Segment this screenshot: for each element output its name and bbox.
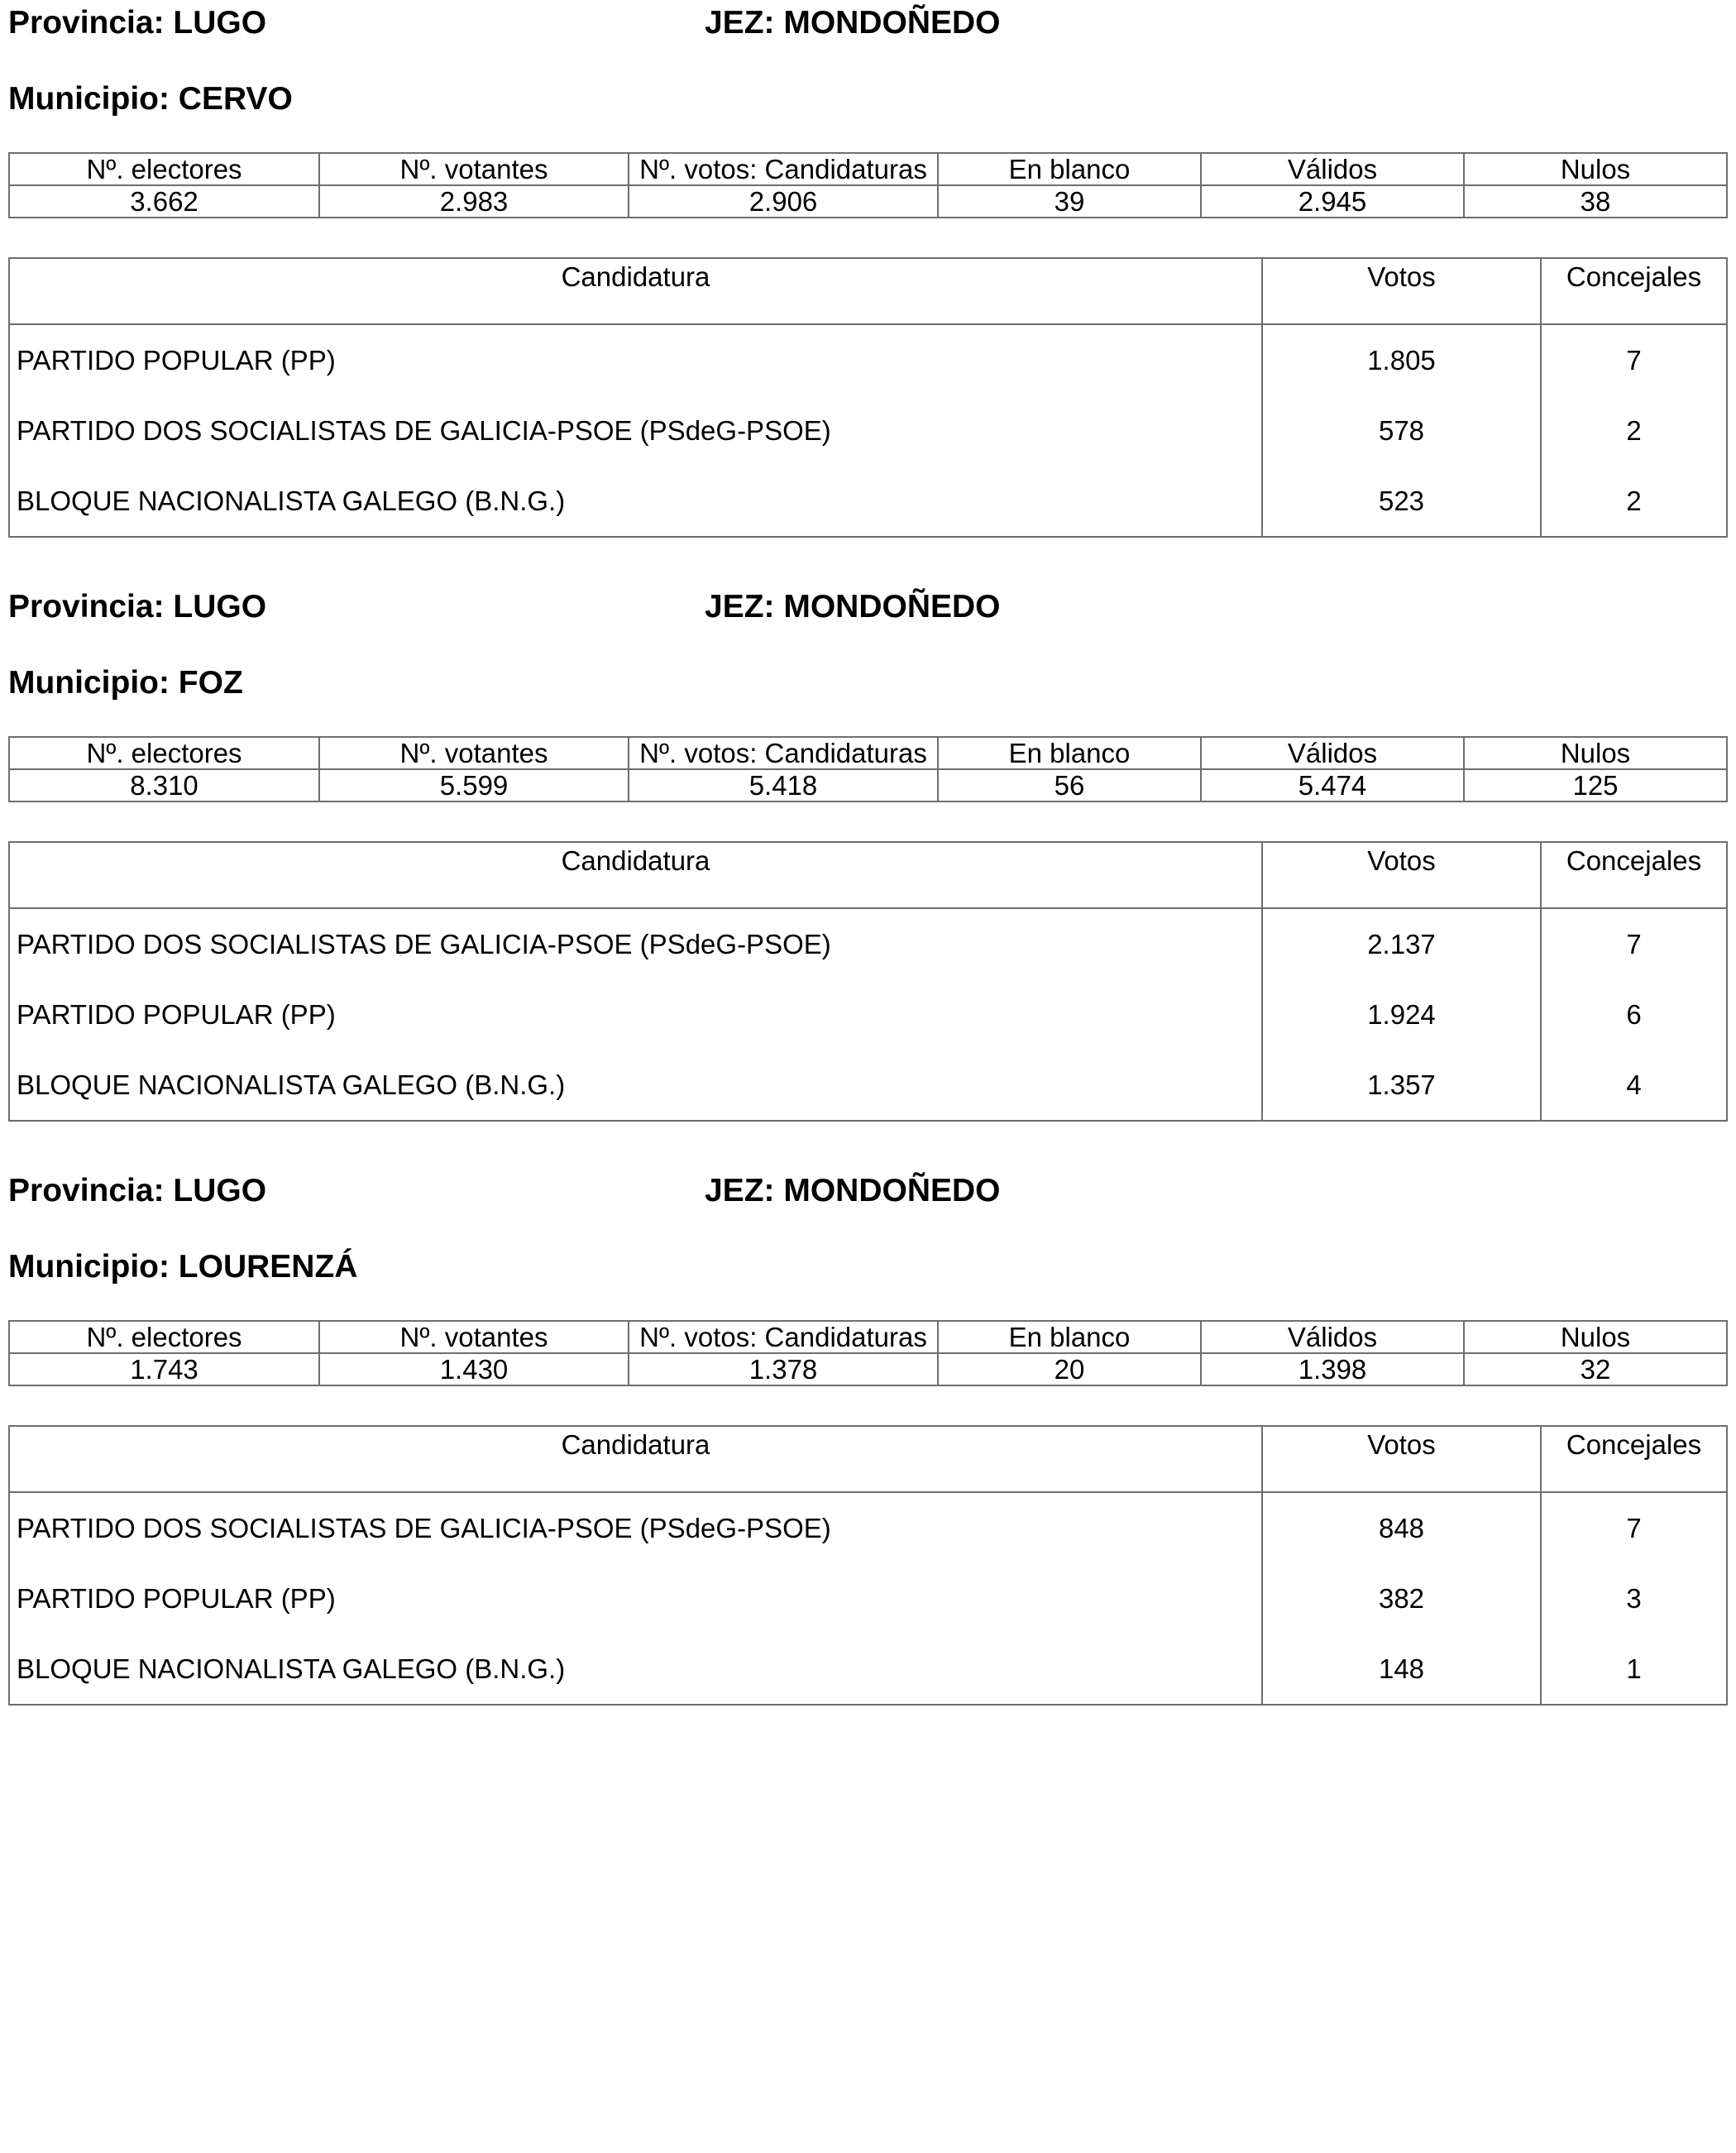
stats-value-cell: 8.310 [9,769,319,801]
candidate-votes: 1.357 [1262,1050,1541,1121]
candidate-name: PARTIDO POPULAR (PP) [9,979,1262,1050]
stats-header-cell: En blanco [938,1321,1201,1353]
candidate-row [9,466,1727,537]
stats-header-row [9,153,1727,185]
candidates-table [8,1425,1728,1706]
stats-value-cell: 39 [938,185,1201,218]
candidate-name: BLOQUE NACIONALISTA GALEGO (B.N.G.) [9,466,1262,537]
candidates-table [8,841,1728,1122]
section-header [8,584,1726,634]
candidate-votes: 578 [1262,395,1541,466]
jez-label: JEZ: MONDOÑEDO [705,5,1001,41]
municipio-label: Municipio: FOZ [8,665,243,701]
stats-header-cell: Nº. electores [9,153,319,185]
candidate-name: PARTIDO DOS SOCIALISTAS DE GALICIA-PSOE (PSdeG-PSOE) [9,1492,1262,1563]
candidate-row [9,1634,1727,1705]
stats-header-cell: En blanco [938,737,1201,769]
candidate-votes: 523 [1262,466,1541,537]
stats-header-cell: Nº. votos: Candidaturas [629,153,938,185]
concejales-header: Concejales [1541,842,1727,908]
candidate-seats: 7 [1541,1492,1727,1563]
stats-header-cell: Nº. votantes [319,1321,629,1353]
stats-header-row [9,737,1727,769]
votos-header: Votos [1262,1426,1541,1492]
stats-header-cell: Válidos [1201,153,1464,185]
candidate-seats: 6 [1541,979,1727,1050]
municipality-section [8,0,1726,516]
provincia-label: Provincia: LUGO [8,589,267,624]
candidate-row [9,324,1727,395]
candidate-row [9,395,1727,466]
concejales-header: Concejales [1541,258,1727,324]
candidate-seats: 7 [1541,908,1727,979]
candidate-row [9,908,1727,979]
candidate-seats: 3 [1541,1563,1727,1634]
stats-value-cell: 2.945 [1201,185,1464,218]
candidatura-header: Candidatura [9,842,1262,908]
stats-table [8,1320,1728,1386]
candidate-votes: 848 [1262,1492,1541,1563]
candidate-votes: 1.924 [1262,979,1541,1050]
stats-header-cell: Nulos [1464,1321,1727,1353]
candidatura-header: Candidatura [9,1426,1262,1492]
section-header [8,0,1726,50]
stats-value-cell: 125 [1464,769,1727,801]
stats-value-cell: 38 [1464,185,1727,218]
provincia-label: Provincia: LUGO [8,5,267,41]
stats-header-cell: Nº. votos: Candidaturas [629,737,938,769]
votos-header: Votos [1262,258,1541,324]
jez-label: JEZ: MONDOÑEDO [705,1173,1001,1208]
candidates-header-row [9,258,1727,324]
municipality-section [8,584,1726,1100]
stats-header-cell: Nulos [1464,737,1727,769]
candidate-name: PARTIDO DOS SOCIALISTAS DE GALICIA-PSOE (PSdeG-PSOE) [9,395,1262,466]
candidate-row [9,1563,1727,1634]
candidate-seats: 7 [1541,324,1727,395]
stats-header-cell: Nº. votantes [319,153,629,185]
candidate-votes: 1.805 [1262,324,1541,395]
stats-header-cell: Nulos [1464,153,1727,185]
candidate-name: PARTIDO POPULAR (PP) [9,1563,1262,1634]
concejales-header: Concejales [1541,1426,1727,1492]
jez-label: JEZ: MONDOÑEDO [705,589,1001,624]
stats-header-cell: Válidos [1201,737,1464,769]
stats-value-cell: 5.474 [1201,769,1464,801]
stats-header-row [9,1321,1727,1353]
candidate-row [9,1050,1727,1121]
stats-header-cell: Nº. votos: Candidaturas [629,1321,938,1353]
stats-value-row [9,1353,1727,1385]
votos-header: Votos [1262,842,1541,908]
stats-value-cell: 1.378 [629,1353,938,1385]
candidate-votes: 2.137 [1262,908,1541,979]
candidate-seats: 1 [1541,1634,1727,1705]
stats-value-cell: 56 [938,769,1201,801]
candidates-table [8,257,1728,538]
stats-header-cell: En blanco [938,153,1201,185]
candidatura-header: Candidatura [9,258,1262,324]
candidate-seats: 2 [1541,466,1727,537]
stats-header-cell: Válidos [1201,1321,1464,1353]
candidate-name: BLOQUE NACIONALISTA GALEGO (B.N.G.) [9,1050,1262,1121]
stats-table [8,152,1728,218]
stats-value-cell: 2.983 [319,185,629,218]
candidate-seats: 4 [1541,1050,1727,1121]
stats-value-cell: 20 [938,1353,1201,1385]
stats-value-row [9,769,1727,801]
candidate-name: BLOQUE NACIONALISTA GALEGO (B.N.G.) [9,1634,1262,1705]
stats-value-cell: 1.430 [319,1353,629,1385]
stats-value-cell: 5.599 [319,769,629,801]
candidate-row [9,979,1727,1050]
candidate-name: PARTIDO POPULAR (PP) [9,324,1262,395]
stats-header-cell: Nº. votantes [319,737,629,769]
stats-value-cell: 2.906 [629,185,938,218]
stats-table [8,736,1728,802]
municipality-section [8,1168,1726,1684]
stats-value-cell: 5.418 [629,769,938,801]
stats-value-cell: 32 [1464,1353,1727,1385]
section-header [8,1168,1726,1218]
stats-value-cell: 1.743 [9,1353,319,1385]
stats-value-cell: 3.662 [9,185,319,218]
candidates-header-row [9,1426,1727,1492]
candidate-row [9,1492,1727,1563]
stats-header-cell: Nº. electores [9,737,319,769]
candidate-seats: 2 [1541,395,1727,466]
provincia-label: Provincia: LUGO [8,1173,267,1208]
municipio-label: Municipio: LOURENZÁ [8,1249,358,1285]
candidate-votes: 382 [1262,1563,1541,1634]
stats-value-cell: 1.398 [1201,1353,1464,1385]
municipio-label: Municipio: CERVO [8,81,293,117]
stats-header-cell: Nº. electores [9,1321,319,1353]
candidates-header-row [9,842,1727,908]
candidate-name: PARTIDO DOS SOCIALISTAS DE GALICIA-PSOE (PSdeG-PSOE) [9,908,1262,979]
candidate-votes: 148 [1262,1634,1541,1705]
stats-value-row [9,185,1727,218]
